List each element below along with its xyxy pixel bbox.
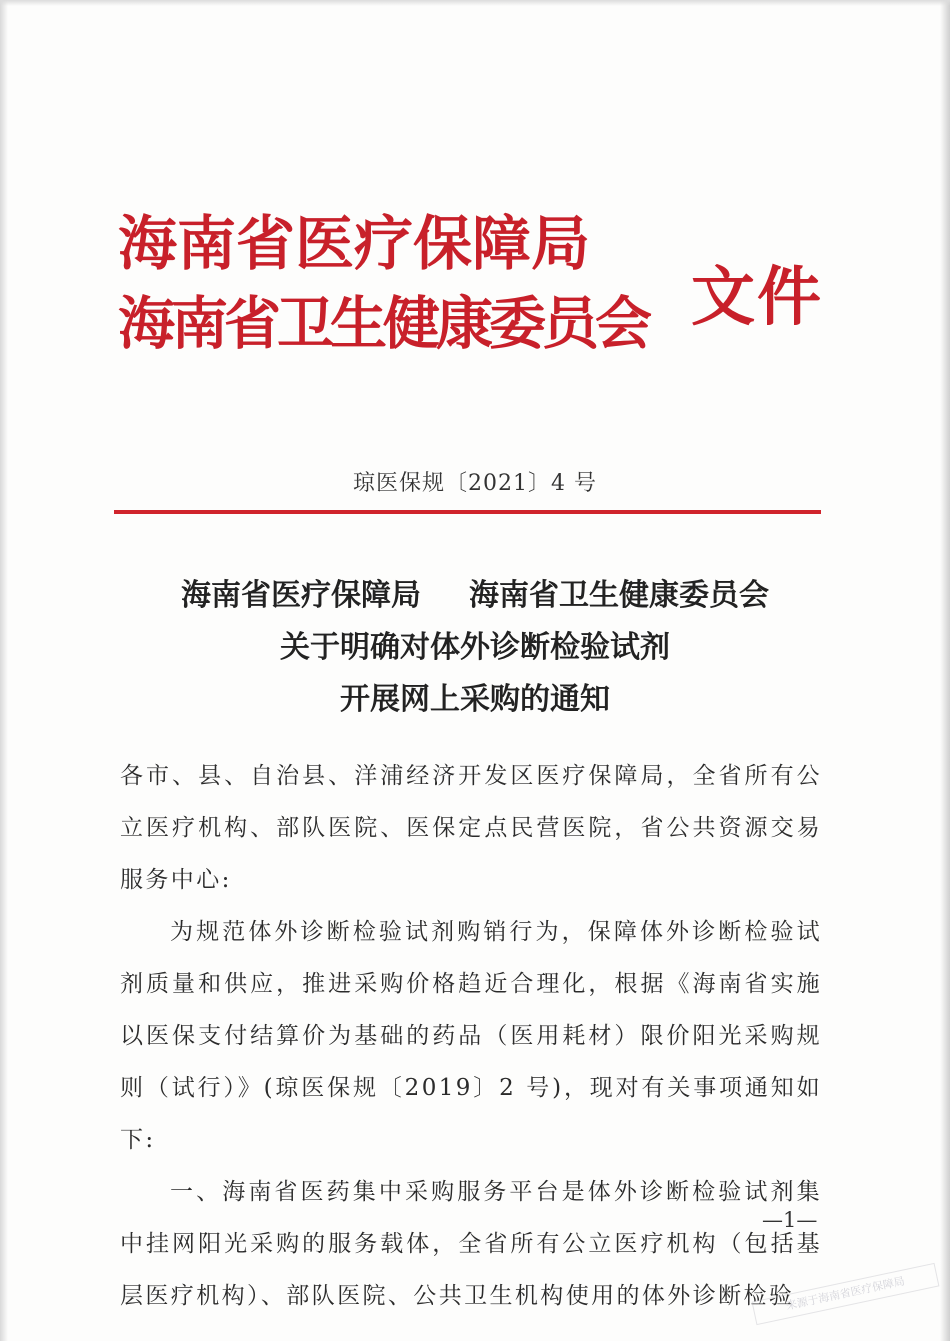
document-number: 琼医保规〔2021〕4 号: [353, 471, 597, 496]
title-line-1: [0, 570, 950, 622]
page-number: —1—: [762, 1208, 818, 1232]
issuer-medical-security-bureau: 海南省医疗保障局: [118, 209, 591, 278]
red-divider-line: [114, 510, 821, 514]
body-paragraph-2: 一、海南省医药集中采购服务平台是体外诊断检验试剂集中挂网阳光采购的服务载体，全省所有公立医疗机构（包括基层医疗机构）、部队医院、公共卫生机构使用的体外诊断检验: [120, 1179, 822, 1309]
title-line-3: 开展网上采购的通知: [340, 682, 610, 717]
title-line-2: 关于明确对体外诊断检验试剂: [280, 630, 670, 665]
document-type-label: 文件: [691, 260, 823, 335]
notice-title: [0, 570, 950, 726]
notice-body: [120, 750, 822, 1322]
scan-edge-top: [0, 0, 950, 6]
title-issuer-1: 海南省医疗保障局: [181, 578, 421, 613]
addressees-paragraph: 各市、县、自治县、洋浦经济开发区医疗保障局，全省所有公立医疗机构、部队医院、医保定点民营医院，省公共资源交易服务中心:: [120, 763, 822, 893]
source-watermark: 来源于海南省医疗保障局: [752, 1263, 940, 1325]
issuer-health-commission: 海南省卫生健康委员会: [118, 290, 648, 357]
body-paragraph-1: 为规范体外诊断检验试剂购销行为，保障体外诊断检验试剂质量和供应，推进采购价格趋近合理化，根据《海南省实施以医保支付结算价为基础的药品（医用耗材）限价阳光采购规则（试行）》(琼医保规〔2019〕2 号)，现对有关事项通知如下:: [120, 919, 822, 1153]
red-header: [118, 196, 823, 357]
title-issuer-2: 海南省卫生健康委员会: [469, 578, 769, 613]
